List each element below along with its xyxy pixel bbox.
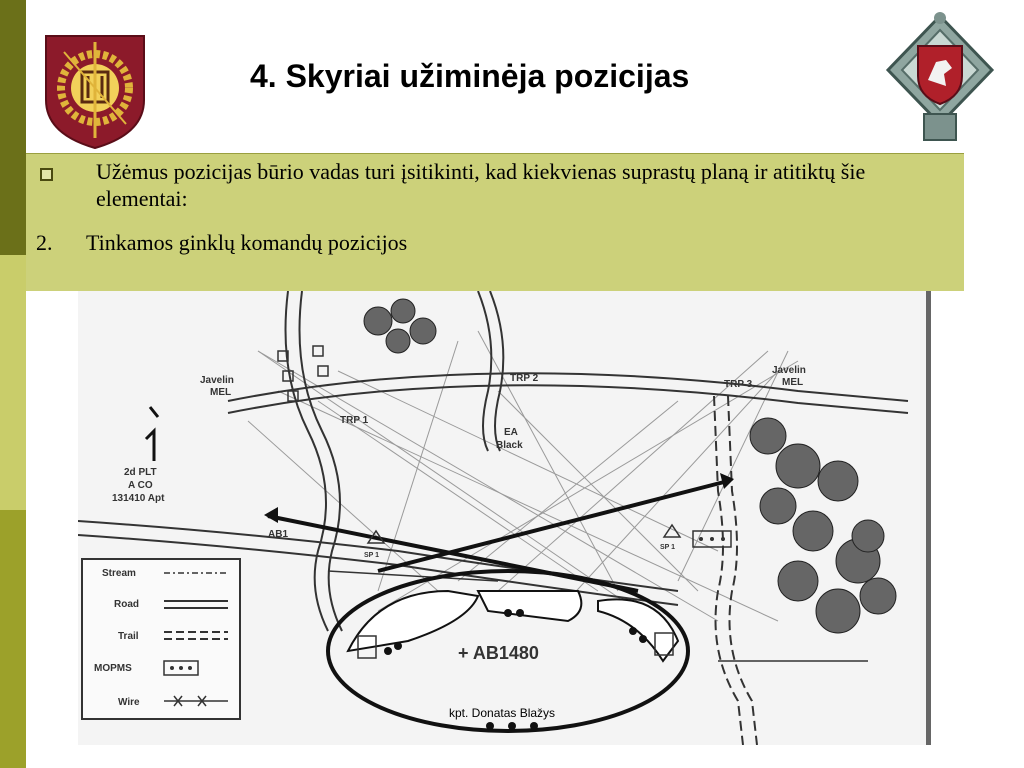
map-label-mel-left: MEL bbox=[210, 387, 232, 398]
numbered-item bbox=[36, 230, 407, 256]
legend-label-stream: Stream bbox=[102, 568, 136, 579]
sidebar-band-middle bbox=[0, 255, 26, 510]
lithuanian-army-emblem-logo bbox=[44, 34, 146, 150]
map-label-black: Black bbox=[496, 440, 523, 451]
map-label-ab: AB1 bbox=[268, 529, 289, 540]
map-label-unit: 2d PLT bbox=[124, 467, 157, 478]
map-label-javelin-left: Javelin bbox=[200, 375, 234, 386]
numbered-item-number: 2. bbox=[36, 230, 53, 255]
legend-label-trail: Trail bbox=[118, 631, 139, 642]
knight-badge-logo bbox=[880, 10, 1000, 146]
numbered-item-text: Tinkamos ginklų komandų pozicijos bbox=[86, 230, 408, 255]
map-label-trp1: TRP 1 bbox=[340, 415, 369, 426]
square-bullet-icon bbox=[40, 168, 53, 181]
map-label-javelin-right: Javelin bbox=[772, 365, 806, 376]
map-label-ab1480: + AB1480 bbox=[458, 643, 539, 663]
tactical-map bbox=[78, 291, 931, 745]
author-footer: kpt. Donatas Blažys bbox=[449, 706, 556, 720]
map-label-sp-right: SP 1 bbox=[660, 544, 676, 551]
slide-title: 4. Skyriai užiminėja pozicijas bbox=[250, 58, 690, 94]
map-label-company: A CO bbox=[128, 480, 153, 491]
map-label-position: 131410 Apt bbox=[112, 493, 165, 504]
map-label-mel-right: MEL bbox=[782, 377, 804, 388]
tactical-map-drawing bbox=[78, 291, 931, 745]
legend-label-road: Road bbox=[114, 599, 139, 610]
map-label-trp2: TRP 2 bbox=[510, 373, 539, 384]
sidebar-band-top bbox=[0, 0, 26, 255]
legend-label-wire: Wire bbox=[118, 697, 140, 708]
bullet-text: Užėmus pozicijas būrio vadas turi įsitikinti, kad kiekvienas suprastų planą ir atitiktų šie elementai: bbox=[96, 159, 866, 211]
content-box bbox=[26, 153, 964, 291]
map-label-ea: EA bbox=[504, 427, 518, 438]
map-legend bbox=[82, 559, 240, 719]
legend-label-mopms: MOPMS bbox=[94, 663, 132, 674]
map-label-sp-left: SP 1 bbox=[364, 552, 380, 559]
sidebar-band-bottom bbox=[0, 510, 26, 768]
map-label-trp3: TRP 3 bbox=[724, 379, 753, 390]
